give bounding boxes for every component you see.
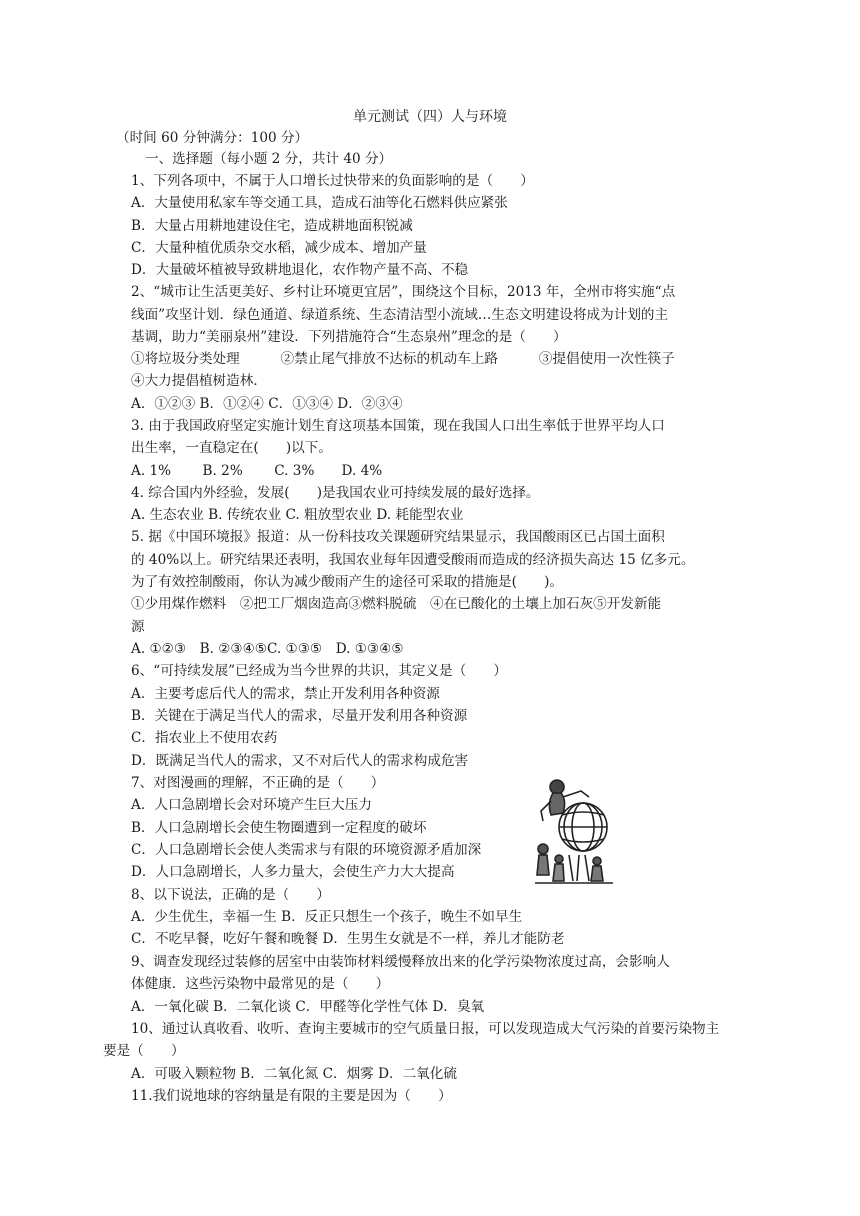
- question-2-options: A．①②③ B．①②④ C．①③④ D．②③④: [131, 396, 403, 412]
- time-note: （时间 60 分钟满分：100 分）: [116, 130, 309, 146]
- question-4-options: A. 生态农业 B. 传统农业 C. 粗放型农业 D. 耗能型农业: [131, 507, 464, 523]
- question-5-stem-line: ①少用煤作燃料 ②把工厂烟囱造高③燃料脱硫 ④在已酸化的土壤上加石灰⑤开发新能: [131, 596, 662, 612]
- question-8-stem: 8、以下说法，正确的是（ ）: [131, 887, 330, 903]
- question-9-stem: 9、调查发现经过装修的居室中由装饰材料缓慢释放出来的化学污染物浓度过高，会影响人: [131, 954, 670, 970]
- question-10-stem-line: 要是（ ）: [103, 1043, 185, 1059]
- question-8-options-cd: C．不吃早餐，吃好午餐和晚餐 D．生男生女就是不一样，养儿才能防老: [131, 931, 565, 947]
- question-7-option-c: C．人口急剧增长会使人类需求与有限的环境资源矛盾加深: [131, 842, 482, 858]
- question-5-stem-line: 的 40%以上。研究结果还表明，我国农业每年因遭受酸雨而造成的经济损失高达 15 亿多元。: [131, 552, 695, 568]
- question-11-stem: 11.我们说地球的容纳量是有限的主要是因为（ ）: [131, 1088, 452, 1104]
- question-5-stem: 5. 据《中国环境报》报道：从一份科技攻关课题研究结果显示，我国酸雨区已占国土面积: [131, 529, 665, 545]
- question-1-stem: 1、下列各项中，不属于人口增长过快带来的负面影响的是（ ）: [131, 173, 534, 189]
- question-3-options: A. 1% B. 2% C. 3% D. 4%: [131, 463, 383, 479]
- question-1-option-d: D．大量破坏植被导致耕地退化，农作物产量不高、不稳: [131, 262, 469, 278]
- question-3-stem-line: 出生率，一直稳定在( )以下。: [131, 440, 332, 456]
- question-7-option-a: A．人口急剧增长会对环境产生巨大压力: [131, 797, 372, 813]
- question-8-options-ab: A．少生优生，幸福一生 B．反正只想生一个孩子，晚生不如早生: [131, 909, 523, 925]
- section-heading: 一、选择题（每小题 2 分，共计 40 分）: [145, 151, 393, 167]
- question-7-option-b: B．人口急剧增长会使生物圈遭到一定程度的破坏: [131, 820, 427, 836]
- question-10-options: A．可吸入颗粒物 B．二氧化氮 C．烟雾 D．二氧化硫: [131, 1066, 457, 1082]
- page-title: 单元测试（四）人与环境: [353, 109, 507, 125]
- question-1-option-b: B．大量占用耕地建设住宅，造成耕地面积锐减: [131, 218, 413, 234]
- question-4-stem: 4. 综合国内外经验，发展( )是我国农业可持续发展的最好选择。: [131, 485, 540, 501]
- question-5-stem-line: 源: [131, 619, 145, 635]
- question-1-option-a: A．大量使用私家车等交通工具，造成石油等化石燃料供应紧张: [131, 195, 508, 211]
- question-5-options: A. ①②③ B. ②③④⑤C. ①③⑤ D. ①③④⑤: [131, 641, 404, 657]
- question-9-options: A．一氧化碳 B．二氧化谈 C．甲醛等化学性气体 D．臭氧: [131, 999, 485, 1015]
- question-6-stem: 6、“可持续发展”已经成为当今世界的共识，其定义是（ ）: [131, 663, 507, 679]
- question-2-stem: 2、“城市让生活更美好、乡村让环境更宜居”，围绕这个目标，2013 年，全州市将实施“点: [131, 284, 676, 300]
- question-1-option-c: C．大量种植优质杂交水稻，减少成本、增加产量: [131, 240, 427, 256]
- cartoon-globe-crowd-icon: [533, 775, 615, 887]
- question-5-stem-line: 为了有效控制酸雨，你认为减少酸雨产生的途径可采取的措施是( )。: [131, 574, 564, 590]
- question-6-option-a: A．主要考虑后代人的需求，禁止开发利用各种资源: [131, 686, 440, 702]
- question-7-option-d: D．人口急剧增长，人多力量大，会使生产力大大提高: [131, 864, 455, 880]
- question-2-stem-line: ①将垃圾分类处理 ②禁止尾气排放不达标的机动车上路 ③提倡使用一次性筷子: [131, 351, 675, 367]
- question-6-option-b: B．关键在于满足当代人的需求，尽量开发利用各种资源: [131, 708, 468, 724]
- question-2-stem-line: ④大力提倡植树造林．: [131, 373, 267, 389]
- question-7-stem: 7、对图漫画的理解，不正确的是（ ）: [131, 775, 385, 791]
- question-2-stem-line: 线面”攻坚计划．绿色通道、绿道系统、生态清洁型小流域…生态文明建设将成为计划的主: [131, 307, 669, 323]
- question-6-option-d: D．既满足当代人的需求，又不对后代人的需求构成危害: [131, 753, 469, 769]
- question-9-stem-line: 体健康．这些污染物中最常见的是（ ）: [131, 976, 390, 992]
- question-3-stem: 3. 由于我国政府坚定实施计划生育这项基本国策，现在我国人口出生率低于世界平均人口: [131, 418, 665, 434]
- question-6-option-c: C．指农业上不使用农药: [131, 730, 278, 746]
- question-2-stem-line: 基调，助力“美丽泉州”建设．下列措施符合“生态泉州”理念的是（ ）: [131, 329, 567, 345]
- question-10-stem: 10、通过认真收看、收听、查询主要城市的空气质量日报，可以发现造成大气污染的首要污染物主: [131, 1021, 720, 1037]
